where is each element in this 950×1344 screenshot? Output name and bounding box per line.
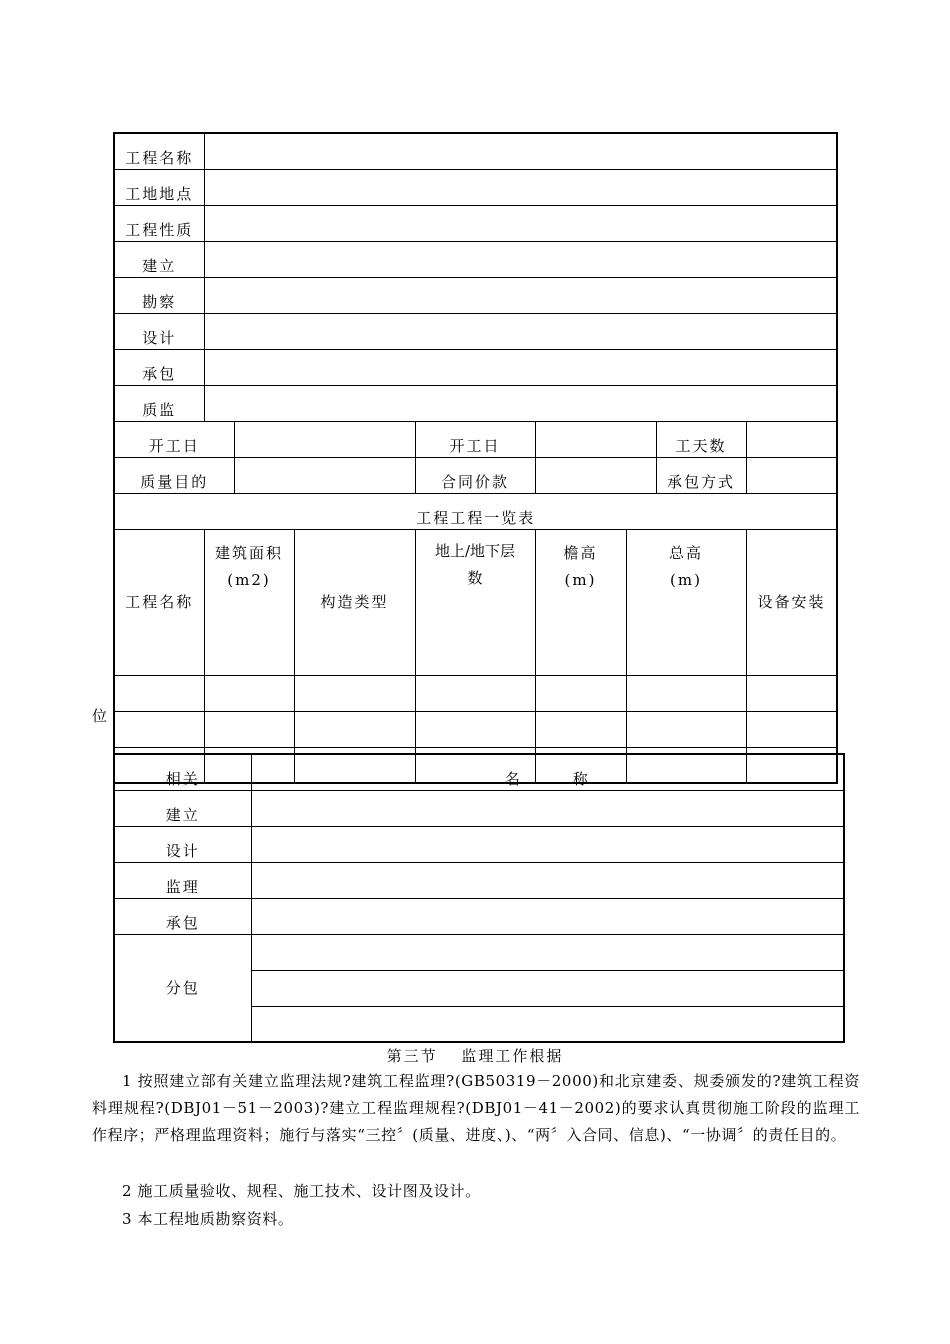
contract-price-value[interactable] xyxy=(535,457,656,493)
unit-label: 建立 xyxy=(114,790,251,826)
units-table xyxy=(113,753,845,1043)
unit-label: 承包 xyxy=(114,898,251,934)
subcontract-label: 分包 xyxy=(114,934,251,1042)
col-header-unit: (m) xyxy=(670,570,702,589)
col-header-text: 设备安装 xyxy=(757,592,826,611)
col-header-project-name xyxy=(114,529,204,675)
col-header-equipment xyxy=(746,529,837,675)
col-header-unit: 数 xyxy=(467,568,483,587)
info-row xyxy=(114,385,837,421)
col-header-structure xyxy=(294,529,415,675)
col-header-eave-height xyxy=(535,529,626,675)
quality-target-label: 质量目的 xyxy=(114,457,234,493)
table-cell[interactable] xyxy=(626,675,746,711)
info-row xyxy=(114,349,837,385)
info-row xyxy=(114,133,837,169)
info-value-cell[interactable] xyxy=(204,349,837,385)
unit-name-cell[interactable] xyxy=(251,790,844,826)
table-cell[interactable] xyxy=(415,711,535,747)
contract-mode-label: 承包方式 xyxy=(656,457,746,493)
paragraph xyxy=(92,1178,860,1205)
project-info-table xyxy=(113,132,838,784)
col-header-unit: (m) xyxy=(564,570,597,589)
unit-name-cell[interactable] xyxy=(251,1006,844,1042)
col-header-text: 建筑面积 xyxy=(214,543,283,562)
date-row xyxy=(114,421,837,457)
table-cell[interactable] xyxy=(114,675,204,711)
col-header-total-height xyxy=(626,529,746,675)
unit-name-cell[interactable] xyxy=(251,970,844,1006)
table-cell[interactable] xyxy=(204,675,294,711)
info-value-cell[interactable] xyxy=(204,241,837,277)
table-row xyxy=(114,675,837,711)
info-row xyxy=(114,277,837,313)
info-label: 工程名称 xyxy=(114,133,204,169)
start-date-label: 开工日 xyxy=(114,421,234,457)
paragraph xyxy=(92,1206,860,1233)
paragraph xyxy=(92,1068,860,1149)
start-date-value[interactable] xyxy=(234,421,415,457)
info-row xyxy=(114,169,837,205)
start-date-value-2[interactable] xyxy=(535,421,656,457)
info-label: 工程性质 xyxy=(114,205,204,241)
work-days-value[interactable] xyxy=(746,421,837,457)
info-label: 承包 xyxy=(114,349,204,385)
info-value-cell[interactable] xyxy=(204,313,837,349)
info-label: 工地地点 xyxy=(114,169,204,205)
info-value-cell[interactable] xyxy=(204,169,837,205)
units-header-label: 相关 xyxy=(114,754,251,790)
info-value-cell[interactable] xyxy=(204,385,837,421)
contract-mode-value[interactable] xyxy=(746,457,837,493)
units-row xyxy=(114,790,844,826)
table-cell[interactable] xyxy=(204,711,294,747)
col-header-unit: (m2) xyxy=(227,570,271,589)
units-header-name: 名 称 xyxy=(251,754,844,790)
col-header-text: 工程名称 xyxy=(125,592,194,611)
unit-name-cell[interactable] xyxy=(251,826,844,862)
contract-price-label: 合同价款 xyxy=(415,457,535,493)
info-row xyxy=(114,205,837,241)
info-row xyxy=(114,313,837,349)
overview-title: 工程工程一览表 xyxy=(114,493,837,529)
info-label: 建立 xyxy=(114,241,204,277)
work-days-label: 工天数 xyxy=(656,421,746,457)
info-row xyxy=(114,241,837,277)
section-title: 第三节 监理工作根据 xyxy=(386,1047,564,1065)
col-header-text: 檐高 xyxy=(563,543,598,562)
info-label: 质监 xyxy=(114,385,204,421)
info-label: 勘察 xyxy=(114,277,204,313)
table-cell[interactable] xyxy=(626,711,746,747)
table-cell[interactable] xyxy=(294,711,415,747)
info-value-cell[interactable] xyxy=(204,205,837,241)
col-header-text: 构造类型 xyxy=(320,592,389,611)
table-cell[interactable] xyxy=(114,711,204,747)
table-cell[interactable] xyxy=(294,675,415,711)
table-cell[interactable] xyxy=(746,675,837,711)
unit-name-cell[interactable] xyxy=(251,898,844,934)
col-header-text: 总高 xyxy=(668,543,703,562)
quality-target-value[interactable] xyxy=(234,457,415,493)
paragraph-text: 2 施工质量验收、规程、施工技术、设计图及设计。 xyxy=(122,1182,481,1200)
col-header-text: 地上/地下层 xyxy=(434,541,516,560)
start-date-label-2: 开工日 xyxy=(415,421,535,457)
overview-header-row xyxy=(114,529,837,675)
units-row xyxy=(114,898,844,934)
units-row xyxy=(114,934,844,970)
unit-name-cell[interactable] xyxy=(251,934,844,970)
col-header-floors xyxy=(415,529,535,675)
table-cell[interactable] xyxy=(535,675,626,711)
quality-row xyxy=(114,457,837,493)
info-value-cell[interactable] xyxy=(204,277,837,313)
table-row xyxy=(114,711,837,747)
table-cell[interactable] xyxy=(415,675,535,711)
table-cell[interactable] xyxy=(535,711,626,747)
unit-name-cell[interactable] xyxy=(251,862,844,898)
unit-label: 设计 xyxy=(114,826,251,862)
units-row xyxy=(114,826,844,862)
info-value-cell[interactable] xyxy=(204,133,837,169)
overview-title-row xyxy=(114,493,837,529)
unit-label: 监理 xyxy=(114,862,251,898)
table-cell[interactable] xyxy=(746,711,837,747)
stray-character: 位 xyxy=(92,707,108,725)
paragraph-text: 1 按照建立部有关建立监理法规?建筑工程监理?(GB50319－2000)和北京建委、规委颁发的?建筑工程资料理规程?(DBJ01－51－2003)?建立工程监理规程?(DBJ01－41－2002)的要求认真贯彻施工阶段的监理工作程序；严格理监理资料；施行与落实“三控〞(质量、进度、)、“两〞入合同、信息)、“一协调〞的责任目的。 xyxy=(92,1072,860,1144)
units-header-row xyxy=(114,754,844,790)
col-header-area xyxy=(204,529,294,675)
info-label: 设计 xyxy=(114,313,204,349)
units-row xyxy=(114,862,844,898)
paragraph-text: 3 本工程地质勘察资料。 xyxy=(122,1210,294,1228)
